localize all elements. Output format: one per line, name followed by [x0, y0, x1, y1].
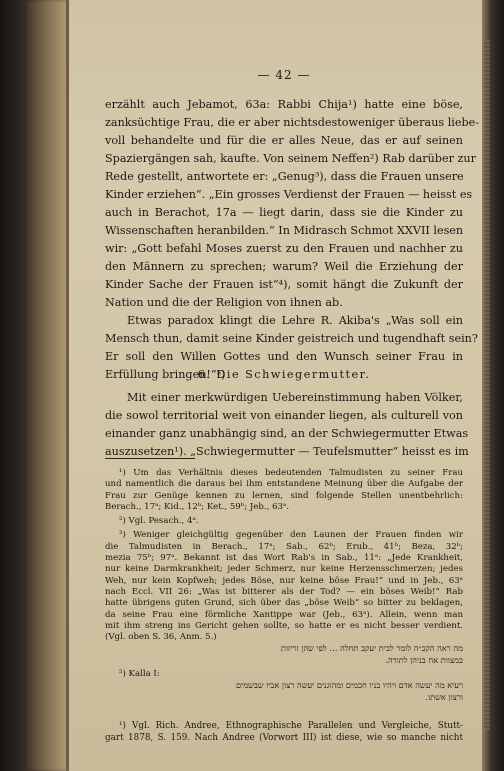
paragraph-1: [105, 96, 480, 312]
footnote-line: Frau zur Genüge kennen zu lernen, sind folgende Stellen unentbehrlich:: [105, 490, 463, 501]
section-text: [105, 389, 469, 461]
text-line: einander ganz unabhängig sind, an der Schwiegermutter Etwas: [105, 427, 469, 440]
section-heading: 6. Die Schwiegermutter.: [197, 368, 371, 381]
footnote-1: [105, 468, 463, 513]
text-line: Nation und die der Religion von ihnen ab.: [105, 296, 343, 309]
text-line: auszusetzen¹). „Schwiegermutter — Teufelsmutter“ heisst es im: [105, 445, 469, 458]
footnote-label: ⁵) Kalla I:: [119, 669, 160, 680]
footnote-line: da seine Frau eine förmliche Xantippe war (Jeb., 63ᵃ). Allein, wenn man: [105, 609, 463, 620]
text-line: auch in Berachot, 17a — liegt darin, dass sie die Kinder zu: [105, 206, 463, 219]
text-line: Wissenschaften heranbilden.“ In Midrasch Schmot XXVII lesen: [105, 224, 464, 237]
text-line: Mit einer merkwürdigen Uebereinstimmung haben Völker,: [127, 391, 463, 404]
book-binding: [26, 0, 70, 771]
text-line: Mensch thun, damit seine Kinder geistreich und tugendhaft sein?: [105, 332, 478, 345]
main-text: [105, 96, 480, 384]
footnote-line: nach Eccl. VII 26: „Was ist bitterer als der Tod? — ein böses Weib!“ Rab: [105, 586, 463, 597]
footnote-line: ²) Vgl. Pesach., 4ᵃ.: [119, 516, 199, 527]
book-page: [69, 0, 482, 771]
footnote-line: Berach., 17ᵃ; Kid., 12ᵇ; Ket., 59ᵇ; Jeb., 63ᵃ.: [105, 501, 290, 512]
footnote-2: [105, 516, 463, 527]
text-line: voll behandelte und für die er alles Neue, das er auf seinen: [105, 134, 463, 147]
footnote-line: (Vgl. oben S. 36, Anm. 5.): [105, 632, 217, 643]
text-line: zanksüchtige Frau, die er aber nichtsdestoweniger überaus liebe-: [105, 116, 480, 129]
footnote-line: gart 1878, S. 159. Nach Andree (Vorwort III) ist diese, wie so manche nicht: [105, 733, 463, 743]
footnote-5: [105, 669, 463, 703]
footnote-line: mit ihm streng ins Gericht gehen sollte, so hatte er es nicht besser verdient.: [105, 620, 463, 631]
footnote-line: Weh, nur kein Kopfweh; jedes Böse, nur keine böse Frau!“ und in Jeb., 63ᵃ: [105, 575, 463, 586]
hebrew-footnote-line: ורצון אשתו.: [425, 691, 463, 702]
footnotes: [105, 468, 463, 703]
footnote-4: [105, 643, 463, 666]
text-line: Etwas paradox klingt die Lehre R. Akiba's „Was soll ein: [127, 314, 463, 327]
text-line: wir: „Gott befahl Moses zuerst zu den Frauen und nachher zu: [105, 242, 463, 255]
hebrew-footnote-line: במצוות אח בניהן לתורה.: [385, 654, 463, 665]
footnote-3: [105, 530, 463, 643]
footnote-line: mezia 75ᵇ; 97ᵃ. Bekannt ist das Wort Rab's in Sab., 11ᵃ: „Jede Krankheit,: [105, 553, 463, 564]
page-content: [105, 0, 480, 771]
footnote-line: und namentlich die daraus bei ihm entstandene Meinung über die Aufgabe der: [105, 479, 463, 490]
text-line: den Männern zu sprechen; warum? Weil die Erziehung der: [105, 260, 463, 273]
text-line: Kinder Sache der Frauen ist“⁴), somit hängt die Zukunft der: [105, 278, 463, 291]
footnote-line: ¹) Um das Verhältnis dieses bedeutenden Talmudisten zu seiner Frau: [119, 468, 463, 478]
footnote-line: die Talmudisten in Berach., 17ᵃ; Sab., 62ᵇ; Erub., 41ᵇ; Beza, 32ᵇ;: [105, 541, 463, 552]
page-edge-stack: [484, 40, 490, 730]
footnote-line: hatte übrigens guten Grund, sich über das „böse Weib“ so bitter zu beklagen,: [105, 598, 463, 609]
page-number: — 42 —: [257, 68, 311, 82]
hebrew-footnote-line: מה ראה הקב״ה לומר לבית יעקב תחלה … לפי שהן זריזות: [280, 643, 463, 654]
section-footnote: [105, 720, 463, 744]
text-line: Erfüllung bringen!“⁵): [105, 368, 226, 381]
footnote-divider: [105, 458, 195, 459]
text-line: Er soll den Willen Gottes und den Wunsch seiner Frau in: [105, 350, 463, 363]
footnote-line: ³) Weniger gleichgültig gegenüber den Launen der Frauen finden wir: [119, 530, 463, 541]
text-line: erzählt auch Jebamot, 63a: Rabbi Chija¹) hatte eine böse,: [105, 98, 463, 111]
text-line: Rede gestellt, antwortete er: „Genug³), dass die Frauen unsere: [105, 170, 464, 183]
footnote-line: nur keine Darmkrankheit; jeder Schmerz, nur keine Herzensschmerzen; jedes: [105, 564, 463, 575]
text-line: Spaziergängen sah, kaufte. Von seinem Neffen²) Rab darüber zur: [105, 152, 476, 165]
text-line: die sowol territorial weit von einander liegen, als culturell von: [105, 409, 463, 422]
hebrew-footnote-line: רעיא מה יעשה אדם ויהיו בניו חכמים ומהוגנים יעשה רצון אביו שבשמים: [235, 680, 463, 691]
text-line: Kinder erziehen“. „Ein grosses Verdienst der Frauen — heisst es: [105, 188, 473, 201]
footnote-line: ¹) Vgl. Rich. Andree, Ethnographische Parallelen und Vergleiche, Stutt-: [119, 721, 463, 731]
